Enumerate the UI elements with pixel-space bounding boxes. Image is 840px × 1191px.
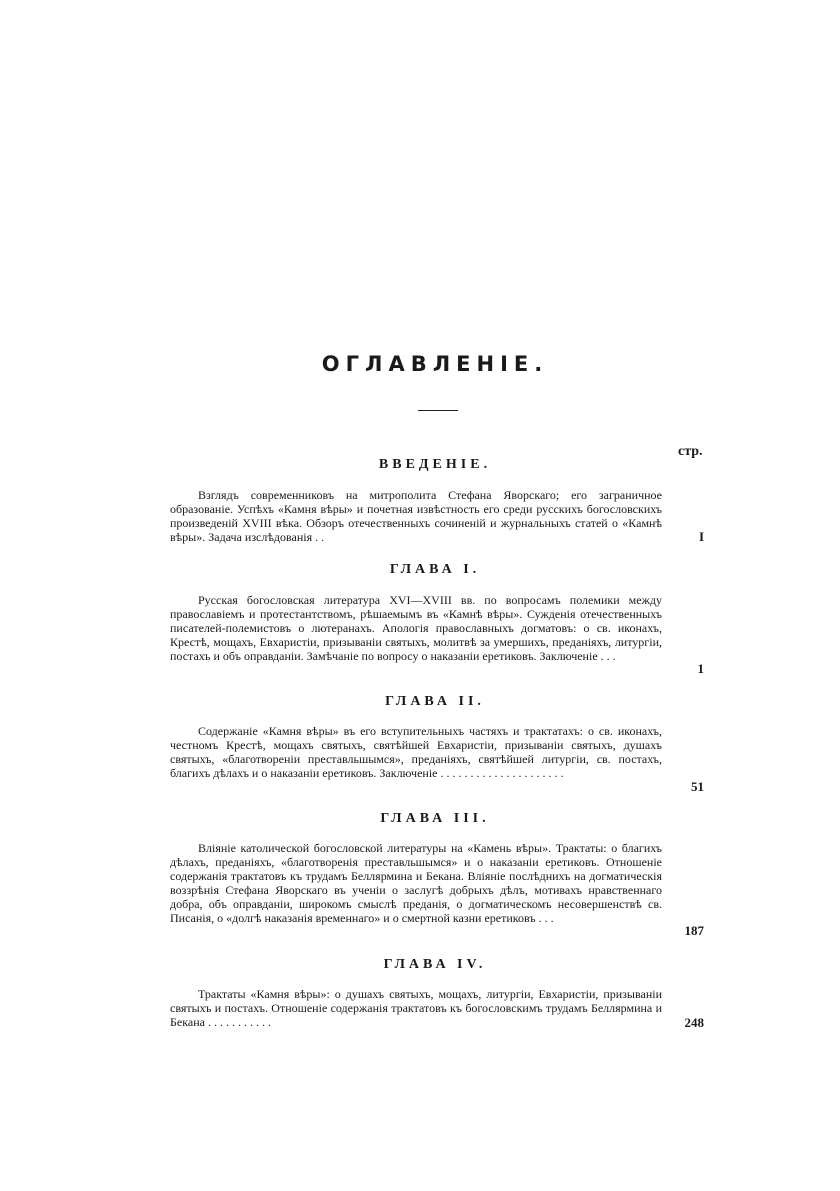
section-heading-chapter-3: ГЛАВА III. [380,811,490,826]
section-page-chapter-2: 51 [691,779,704,794]
title-divider [418,410,458,411]
section-heading-chapter-2: ГЛАВА II. [385,694,485,709]
section-heading-introduction: ВВЕДЕНІЕ. [378,457,492,472]
section-summary-chapter-4: Трактаты «Камня вѣры»: о душахъ святыхъ, мощахъ, литургіи, Евхаристіи, призываніи святыхъ и постахъ. Отношеніе содержанія трактатовъ къ богословскимъ трудамъ Беллярмина и Бекана . . . . . . . . . . . [170,987,662,1030]
page-title: ОГЛАВЛЕНІЕ. [321,352,549,376]
section-page-chapter-1: 1 [697,661,704,676]
section-summary-introduction: Взглядъ современниковъ на митрополита Стефана Яворскаго; его заграничное образованіе. Успѣхъ «Камня вѣры» и почетная извѣстность его среди русскихъ богословскихъ произведеній XVIII вѣка. Обзоръ отечественныхъ сочиненій и журнальныхъ статей о «Камнѣ вѣры». Задача изслѣдованія . . [170,488,662,545]
section-page-chapter-3: 187 [684,923,704,938]
section-heading-chapter-4: ГЛАВА IV. [383,957,487,972]
section-summary-chapter-1: Русская богословская литература XVI—XVIII вв. по вопросамъ полемики между православіемъ и протестантствомъ, рѣшаемымъ въ «Камнѣ вѣры». Сужденія отечественныхъ писателей-полемистовъ о лютеранахъ. Апологія православныхъ догматовъ: о св. иконахъ, Крестѣ, мощахъ, Евхаристіи, призываніи святыхъ, молитвѣ за умершихъ, преданіяхъ, литургіи, постахъ и объ оправданіи. Замѣчаніе по вопросу о наказаніи еретиковъ. Заключеніе . . . [170,593,662,664]
section-heading-chapter-1: ГЛАВА I. [389,562,481,577]
section-page-introduction: I [698,529,704,544]
section-summary-chapter-2: Содержаніе «Камня вѣры» въ его вступительныхъ частяхъ и трактатахъ: о св. иконахъ, честномъ Крестѣ, мощахъ святыхъ, святѣйшей Евхаристіи, призываніи святыхъ, душахъ святыхъ, «благотвореніи преставльшымся», преданіяхъ, святѣйшей литургіи, св. постахъ, благихъ дѣлахъ и о наказаніи еретиковъ. Заключеніе . . . . . . . . . . . . . . . . . . . . . [170,724,662,781]
section-page-chapter-4: 248 [684,1015,704,1030]
page-column-label: стр. [678,444,703,459]
section-summary-chapter-3: Вліяніе католической богословской литературы на «Камень вѣры». Трактаты: о благихъ дѣлахъ, преданіяхъ, «благотворенія преставльшымся» и о наказаніи еретиковъ. Отношеніе содержанія трактатовъ къ трудамъ Беллярмина и Бекана. Вліяніе послѣднихъ на догматическія воззрѣнія Стефана Яворскаго въ ученіи о заслугѣ добрыхъ дѣлъ, мотивахъ нравственнаго добра, объ оправданіи, широкомъ смыслѣ преданія, о догматическомъ несовершенствѣ св. Писанія, о «долгѣ наказанія временнаго» и о смертной казни еретиковъ . . . [170,841,662,926]
